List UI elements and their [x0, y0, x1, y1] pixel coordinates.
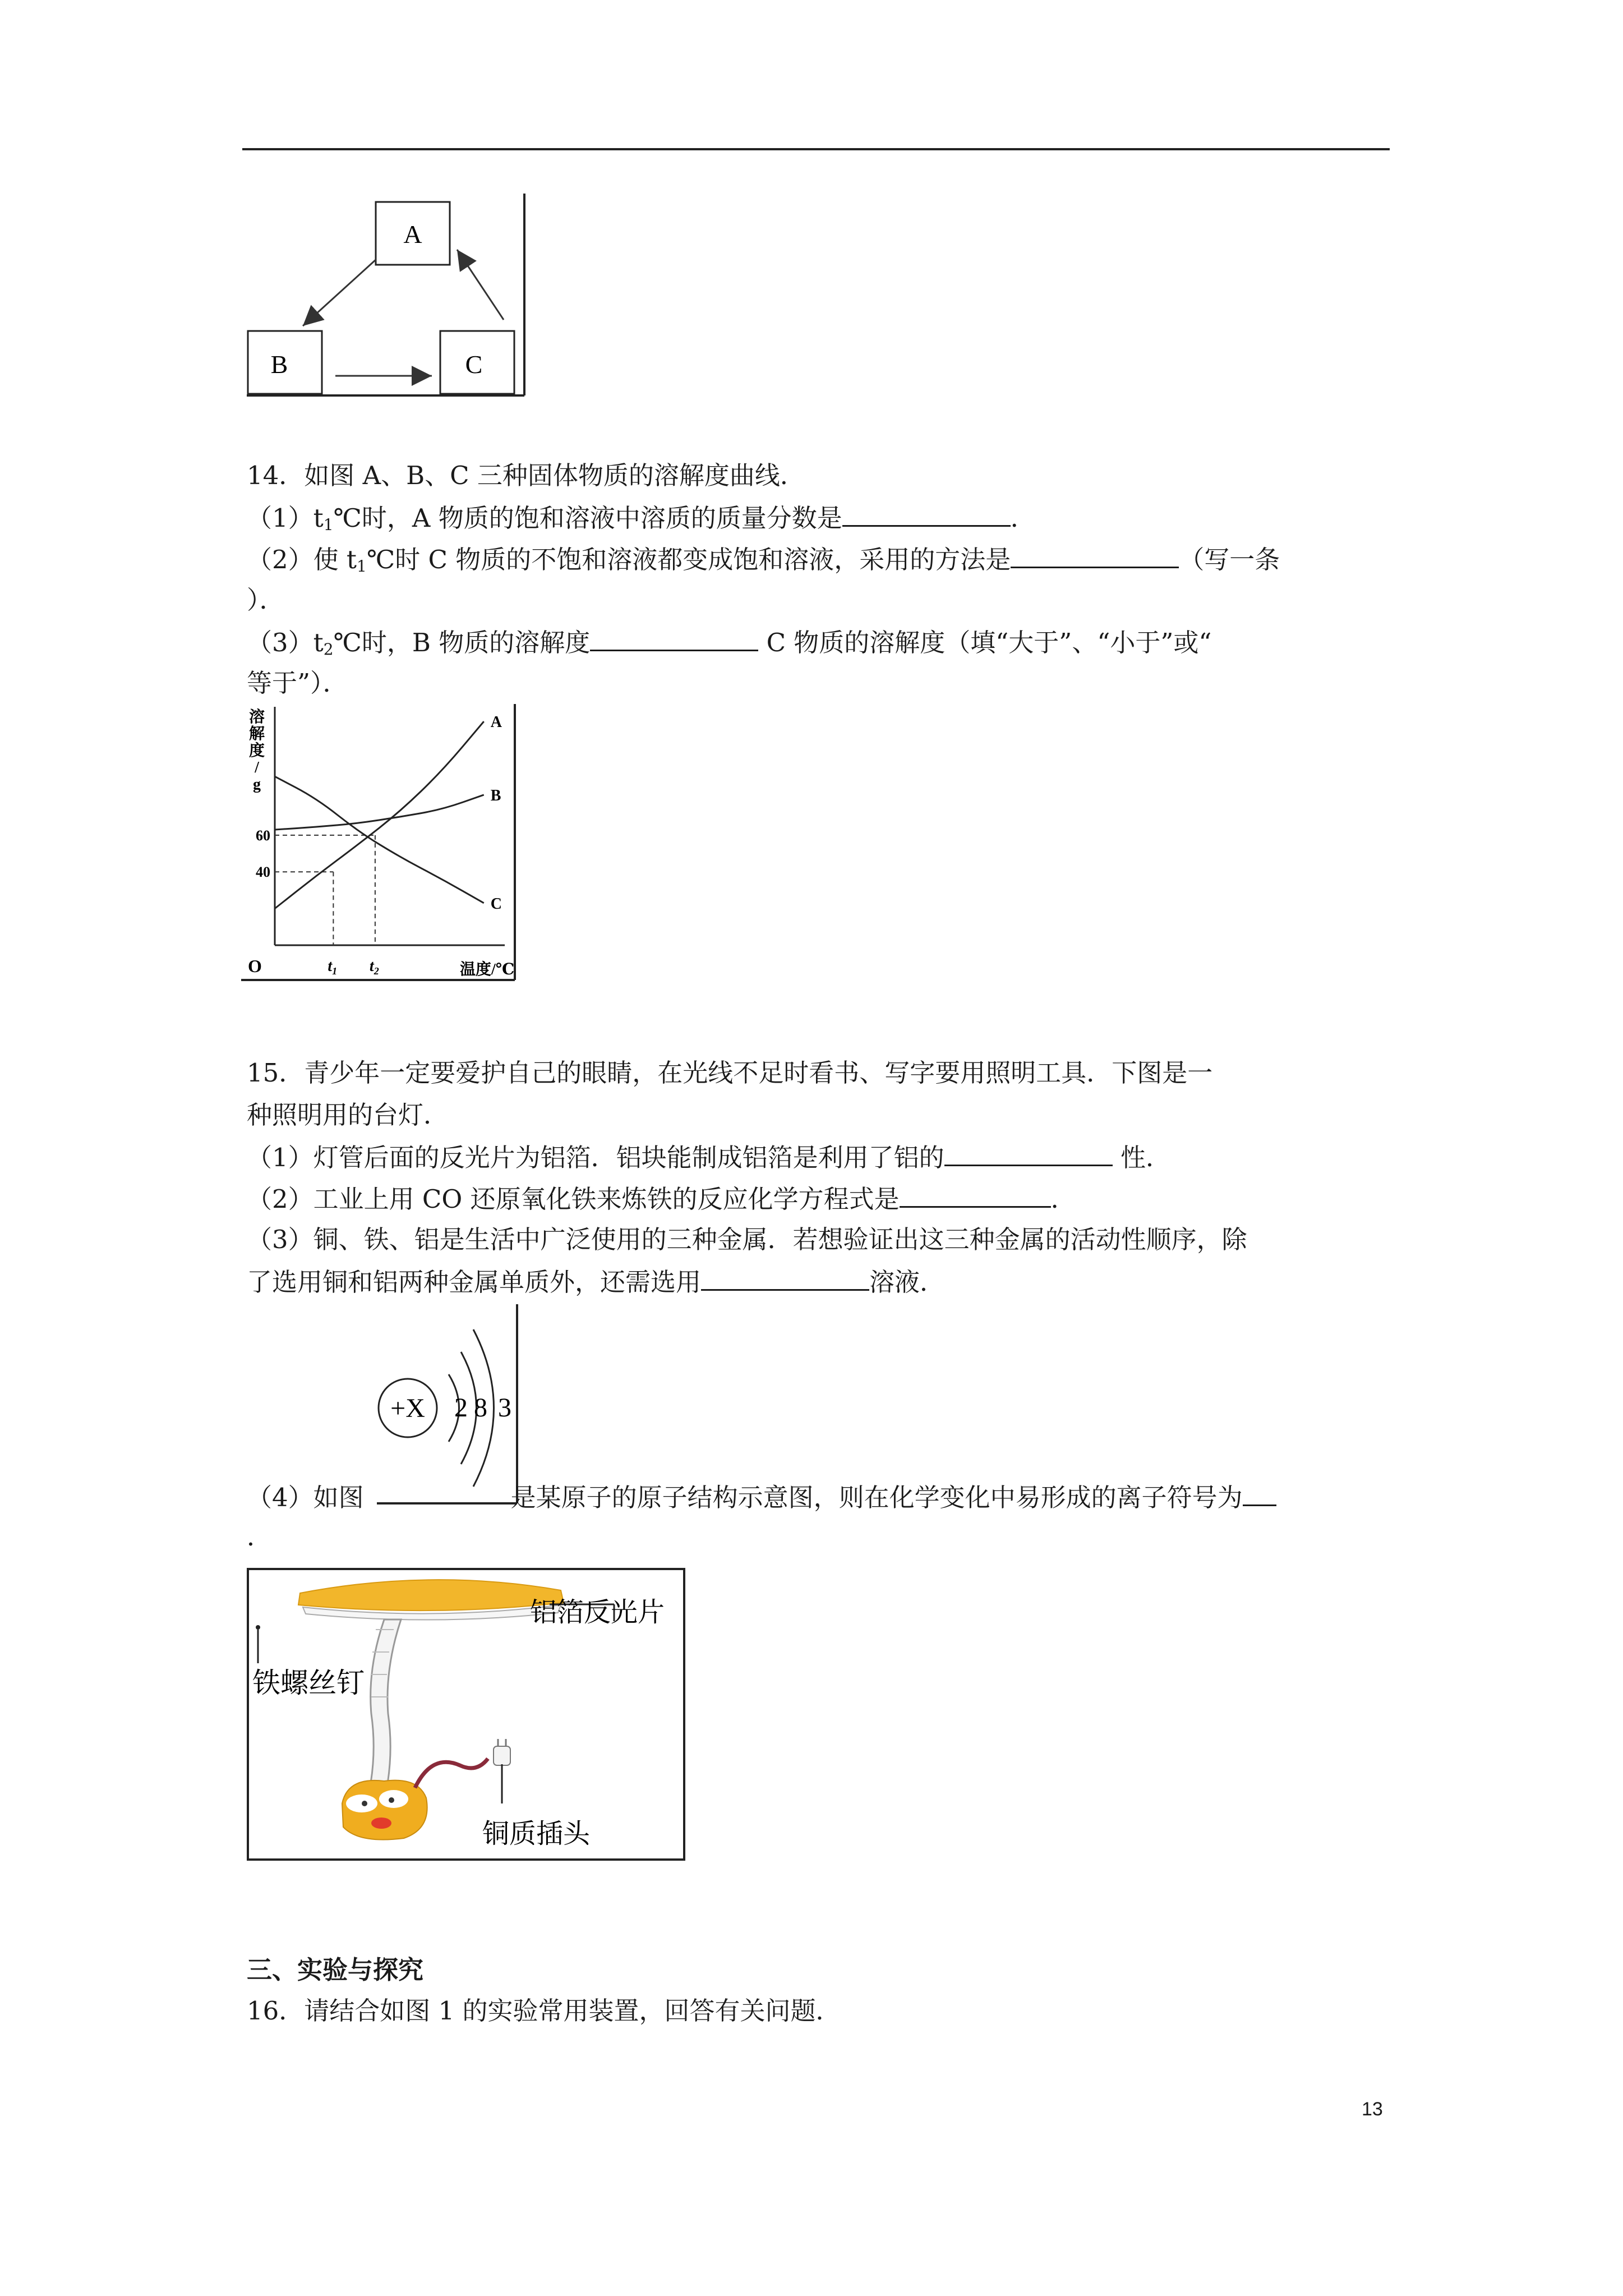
- q14-stem: 14．如图 A、B、C 三种固体物质的溶解度曲线．: [247, 461, 805, 490]
- q14-part2: （2）使 $t_1℃$时 C 物质的不饱和溶液都变成饱和溶液，采用的方法是 （写一条: [247, 542, 1280, 583]
- y-axis-label-char: g: [253, 776, 261, 793]
- arrow-c-to-a: [457, 250, 504, 320]
- shell-3-count: 3: [498, 1393, 511, 1423]
- x-tick-label: $t_2$: [369, 958, 379, 977]
- q15-part4-blank[interactable]: [1243, 1480, 1276, 1506]
- y-axis-label-char: 度: [248, 742, 265, 760]
- q15-stem-line2: 种照明用的台灯．: [247, 1100, 449, 1130]
- solubility-chart: [241, 704, 522, 982]
- label-aluminum-foil: 铝箔反光片: [530, 1598, 665, 1627]
- q14-part3-wrap: 等于”）．: [247, 668, 348, 698]
- q15-part1-blank[interactable]: [944, 1140, 1113, 1166]
- series-b-curve: [275, 795, 484, 830]
- q14-part1-blank[interactable]: [842, 500, 1011, 527]
- q14-part3: $(3)t_2℃$时，B 物质的溶解度 C 物质的溶解度（填“大于”、“小于”或“: [247, 625, 1211, 666]
- y-axis-label-char: 解: [248, 725, 265, 743]
- series-a-curve: [275, 721, 484, 908]
- q15-part3-line1: （3）铜、铁、铝是生活中广泛使用的三种金属．若想验证出这三种金属的活动性顺序，除: [247, 1225, 1247, 1254]
- y-axis-label-char: /: [255, 759, 259, 776]
- box-b-label: B: [270, 350, 288, 379]
- nucleus-label: +X: [390, 1393, 425, 1423]
- shell-2-count: 8: [474, 1393, 487, 1423]
- q15-part2: （2）工业上用 CO 还原氧化铁来炼铁的反应化学方程式是 ．: [247, 1181, 1076, 1216]
- atom-structure-diagram: [377, 1304, 528, 1506]
- page-number: 13: [1362, 2099, 1383, 2120]
- header-rule: [242, 148, 1390, 150]
- box-c-label: C: [465, 350, 483, 379]
- y-axis-label-char: 溶: [248, 708, 265, 726]
- shell-1-count: 2: [454, 1393, 468, 1423]
- q15-part4-wrap: ．: [247, 1522, 273, 1552]
- q14-part2-wrap: ）．: [247, 585, 285, 615]
- series-c-label: C: [490, 895, 502, 913]
- origin-label: O: [248, 956, 262, 976]
- y-tick-label: 40: [256, 864, 270, 881]
- section-3-heading: 三、实验与探究: [247, 1955, 424, 1985]
- q15-part2-blank[interactable]: [900, 1181, 1051, 1208]
- series-a-label: A: [490, 714, 502, 731]
- series-b-label: B: [490, 786, 501, 804]
- label-copper-plug: 铜质插头: [482, 1819, 591, 1849]
- q15-part3-blank[interactable]: [701, 1264, 869, 1291]
- q15-part1: （1）灯管后面的反光片为铝箔．铝块能制成铝箔是利用了铝的 性．: [247, 1140, 1171, 1175]
- q15-part3-line2: 了选用铜和铝两种金属单质外，还需选用 溶液．: [247, 1264, 945, 1299]
- label-iron-screw: 铁螺丝钉: [252, 1667, 365, 1699]
- arrow-a-to-b: [303, 260, 376, 326]
- abc-cycle-diagram: [241, 194, 533, 401]
- desk-lamp-illustration: [247, 1568, 690, 1862]
- q15-stem-line1: 15．青少年一定要爱护自己的眼睛，在光线不足时看书、写字要用照明工具．下图是一: [247, 1058, 1213, 1088]
- q14-part2-blank[interactable]: [1011, 542, 1179, 568]
- x-tick-label: $t_1$: [328, 958, 338, 977]
- q14-part3-blank[interactable]: [590, 625, 758, 651]
- q16-stem: 16．请结合如图 1 的实验常用装置，回答有关问题．: [247, 1996, 841, 2026]
- q15-part4: （4）如图 是某原子的原子结构示意图，则在化学变化中易形成的离子符号为: [247, 1480, 1276, 1515]
- box-a-label: A: [403, 220, 422, 249]
- x-axis-label: 温度/℃: [460, 961, 515, 978]
- y-tick-label: 60: [256, 827, 270, 844]
- q14-part1: $(1)t_1℃$时，A 物质的饱和溶液中溶质的质量分数是 ．: [247, 500, 1036, 542]
